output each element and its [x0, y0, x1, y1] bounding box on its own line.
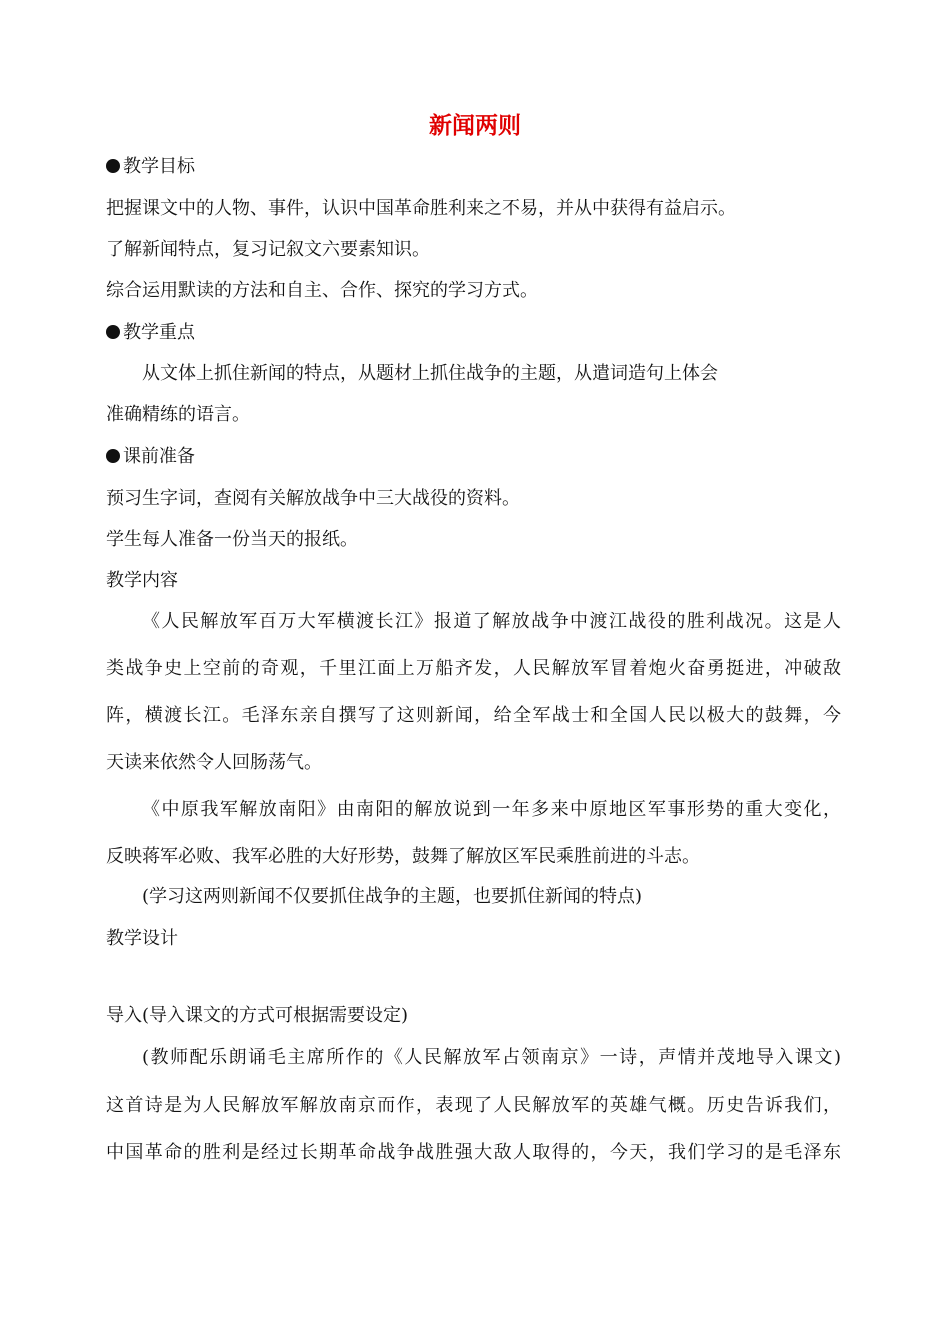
prep-line-2: 学生每人准备一份当天的报纸。 — [106, 529, 358, 550]
focus-heading-text: 教学重点 — [123, 322, 195, 343]
content-p2-line-2: 反映蒋军必败、我军必胜的大好形势，鼓舞了解放区军民乘胜前进的斗志。 — [106, 846, 700, 867]
design-heading: 教学设计 — [106, 928, 178, 949]
bullet-icon — [106, 449, 120, 463]
intro-note: (教师配乐朗诵毛主席所作的《人民解放军占领南京》一诗，声情并茂地导入课文) — [142, 1047, 841, 1068]
focus-heading — [106, 320, 195, 346]
prep-line-1: 预习生字词，查阅有关解放战争中三大战役的资料。 — [106, 488, 520, 509]
goal-line-3: 综合运用默读的方法和自主、合作、探究的学习方式。 — [106, 280, 538, 301]
content-note: (学习这两则新闻不仅要抓住战争的主题，也要抓住新闻的特点) — [142, 886, 643, 907]
goal-line-2: 了解新闻特点，复习记叙文六要素知识。 — [106, 239, 430, 260]
content-p1-line-2: 类战争史上空前的奇观，千里江面上万船齐发，人民解放军冒着炮火奋勇挺进，冲破敌 — [106, 658, 841, 679]
goals-heading — [106, 154, 195, 180]
content-heading: 教学内容 — [106, 570, 178, 591]
goals-heading-text: 教学目标 — [123, 156, 195, 177]
content-p2-line-1: 《中原我军解放南阳》由南阳的解放说到一年多来中原地区军事形势的重大变化， — [142, 799, 841, 820]
intro-line-2: 中国革命的胜利是经过长期革命战争战胜强大敌人取得的，今天，我们学习的是毛泽东 — [106, 1142, 841, 1163]
intro-heading: 导入(导入课文的方式可根据需要设定) — [106, 1005, 409, 1026]
bullet-icon — [106, 325, 120, 339]
bullet-icon — [106, 159, 120, 173]
content-p1-line-1: 《人民解放军百万大军横渡长江》报道了解放战争中渡江战役的胜利战况。这是人 — [142, 611, 841, 632]
content-p1-line-3: 阵，横渡长江。毛泽东亲自撰写了这则新闻，给全军战士和全国人民以极大的鼓舞，今 — [106, 705, 841, 726]
focus-line-2: 准确精练的语言。 — [106, 404, 250, 425]
prep-heading — [106, 444, 195, 470]
focus-line-1: 从文体上抓住新闻的特点，从题材上抓住战争的主题，从遣词造句上体会 — [142, 363, 718, 384]
prep-heading-text: 课前准备 — [123, 446, 195, 467]
goal-line-1: 把握课文中的人物、事件，认识中国革命胜利来之不易，并从中获得有益启示。 — [106, 198, 736, 219]
intro-line-1: 这首诗是为人民解放军解放南京而作，表现了人民解放军的英雄气概。历史告诉我们， — [106, 1095, 841, 1116]
document-title: 新闻两则 — [429, 113, 521, 139]
content-p1-line-4: 天读来依然令人回肠荡气。 — [106, 752, 322, 773]
